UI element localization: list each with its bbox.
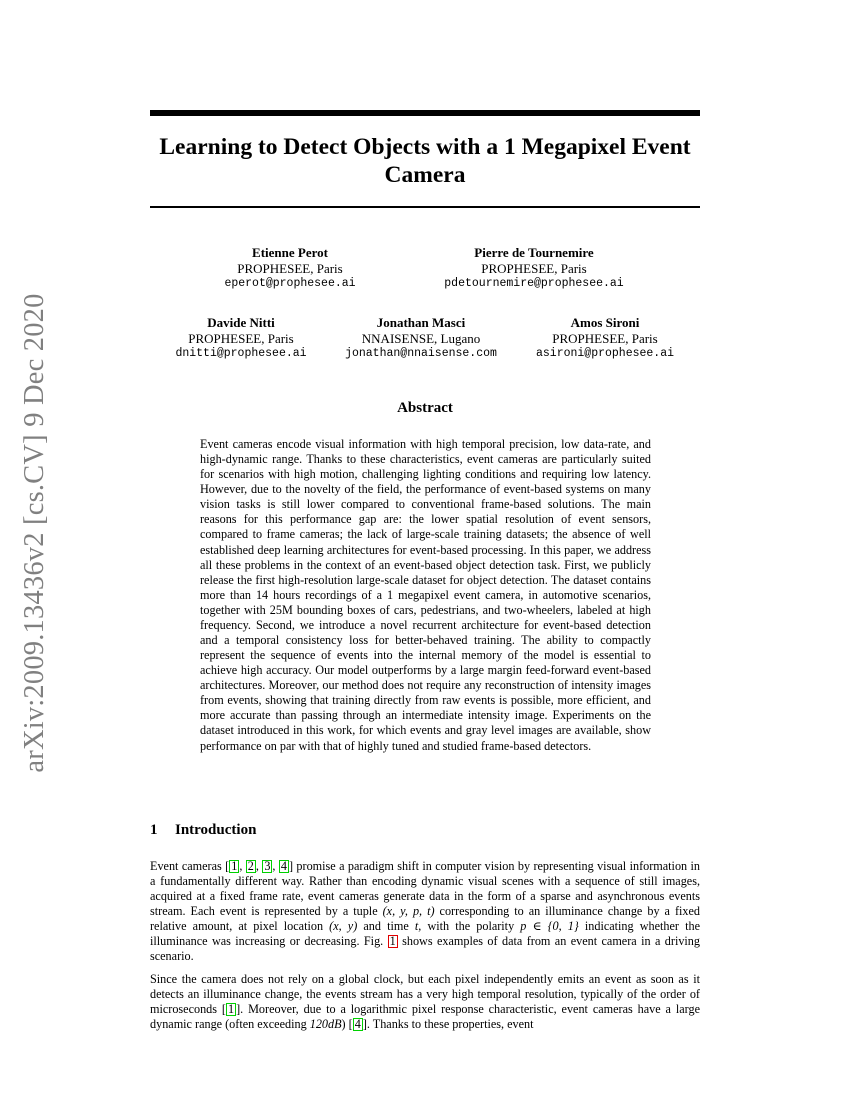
section-number: 1 [150,822,158,838]
text-run: promise a paradigm shift in computer vision by representing visual information in a fundamentally different way. Rather than encoding dynamic visual scenes with a sequence of still images, acquired at a fixed frame rate, event cameras generate data in the form of a sparse and asynchronous events stream. Each event is represented by a tuple [150,859,701,919]
math-expression: p ∈ {0, 1} [520,919,579,934]
section-title: Introduction [175,822,257,838]
text-run: ) [341,1017,349,1032]
text-run: . Moreover, due to a logarithmic pixel response characteristic, event cameras have a large dynamic range (often exceeding [150,1002,700,1032]
author-affiliation: PROPHESEE, Paris [188,330,294,346]
author-name: Pierre de Tournemire [474,245,594,260]
text-run: indicating whether the illuminance was increasing or decreasing. Fig. [150,919,701,949]
math-expression: 120dB [309,1017,342,1032]
title-line-1: Learning to Detect Objects with a 1 Megapixel Event [159,134,691,160]
citation-link[interactable]: 3 [264,859,271,873]
citation-link[interactable]: 1 [231,859,238,873]
author-block [190,245,390,292]
author-block [321,315,521,362]
author-block [505,315,705,362]
author-affiliation: PROPHESEE, Paris [237,260,343,276]
arxiv-sidebar [19,292,50,773]
section-heading [150,822,256,839]
title-line-2: Camera [384,162,466,188]
author-name: Jonathan Masci [376,315,466,330]
figure-reference-link[interactable]: 1 [389,934,396,949]
text-run: and time [357,919,415,934]
citation-link[interactable]: 4 [280,859,287,873]
text-run: Since the camera does not rely on a global clock, but each pixel independently emits an event as soon as it detects an illuminance change, the events stream has a very high temporal resolution, typically of the order of microseconds [150,972,700,1017]
arxiv-identifier: arXiv:2009.13436v2 [cs.CV] 9 Dec 2020 [19,292,50,773]
text-run: . Thanks to these properties, event [366,1017,534,1032]
author-email[interactable]: eperot@prophesee.ai [224,277,356,290]
intro-paragraph-1: Event cameras [ 1 , 2 , 3 , 4 ] promise a paradigm shift in computer vision by representing visual information in a fundamentally different way. Rather than encoding dynamic visual scenes with a sequence of still images, acquired at a fixed frame rate, event cameras generate data in the form of a sparse and asynchronous events stream. Each event is represented by a tuple (x, y, p, t) corresponding to an illuminance change by a fixed relative amount, at pixel location (x, y) and time t, with the polarity p ∈ {0, 1} indicating whether the illuminance was increasing or decreasing. Fig. 1 shows examples of data from an event camera in a driving scenario. [150,859,701,964]
title-top-rule [150,110,700,116]
text-run: shows examples of data from an event camera in a driving scenario. [150,934,700,964]
author-name: Amos Sironi [570,315,640,330]
paper-title [150,133,700,189]
abstract-text: Event cameras encode visual information with high temporal precision, low data-rate, and high-dynamic range. Thanks to these characteristics, event cameras are particularly suited for scenarios with high motion, challenging lighting conditions and requiring low latency. However, due to the novelty of the field, the performance of event-based systems on many vision tasks is still lower compared to conventional frame-based solutions. The main reasons for this performance gap are: the lower spatial resolution of event sensors, compared to frame cameras; the lack of large-scale training datasets; the absence of well established deep learning architectures for event-based processing. In this paper, we address all these problems in the context of an event-based object detection task. First, we publicly release the first high-resolution large-scale dataset for object detection. The dataset contains more than 14 hours recordings of a 1 megapixel event camera, in automotive scenarios, together with 25M bounding boxes of cars, pedestrians, and two-wheelers, labeled at high frequency. Second, we introduce a novel recurrent architecture for event-based detection and a temporal consistency loss for better-behaved training. The ability to compactly represent the sequence of events into the internal memory of the model is essential to achieve high accuracy. Our model outperforms by a large margin feed-forward event-based architectures. Moreover, our method does not require any reconstruction of intensity images from events, showing that training directly from raw events is possible, more efficient, and more accurate than passing through an intermediate intensity image. Experiments on the dataset introduced in this work, for which events and gray level images are available, show performance on par with that of highly tuned and studied frame-based detectors. [200,437,651,753]
author-email[interactable]: pdetournemire@prophesee.ai [444,277,624,290]
citation-link[interactable]: 4 [354,1017,361,1032]
author-block [424,245,644,292]
text-run: Event cameras [150,859,226,873]
citation-link[interactable]: 1 [227,1002,235,1017]
text-run: , with the polarity [418,919,521,934]
intro-paragraph-2: Since the camera does not rely on a global clock, but each pixel independently emits an event as soon as it detects an illuminance change, the events stream has a very high temporal resolution, typically of the order of microseconds [ 1 ]. Moreover, due to a logarithmic pixel response characteristic, event cameras have a large dynamic range (often exceeding 120dB) [ 4 ]. Thanks to these properties, event [150,972,700,1032]
author-block [141,315,341,362]
author-affiliation: NNAISENSE, Lugano [361,330,481,346]
abstract-heading: Abstract [397,400,453,416]
author-name: Etienne Perot [252,245,328,260]
math-expression: (x, y, p, t) [382,904,435,919]
author-affiliation: PROPHESEE, Paris [552,330,658,346]
math-expression: t [414,919,419,934]
title-bottom-rule [150,206,700,208]
author-affiliation: PROPHESEE, Paris [481,260,587,276]
author-email[interactable]: jonathan@nnaisense.com [345,347,497,360]
citation-link[interactable]: 2 [247,859,254,873]
text-run: corresponding to an illuminance change by a fixed relative amount, at pixel location [150,904,701,934]
math-expression: (x, y) [329,919,358,934]
author-name: Davide Nitti [207,315,275,330]
author-email[interactable]: asironi@prophesee.ai [535,347,675,360]
author-email[interactable]: dnitti@prophesee.ai [175,347,307,360]
